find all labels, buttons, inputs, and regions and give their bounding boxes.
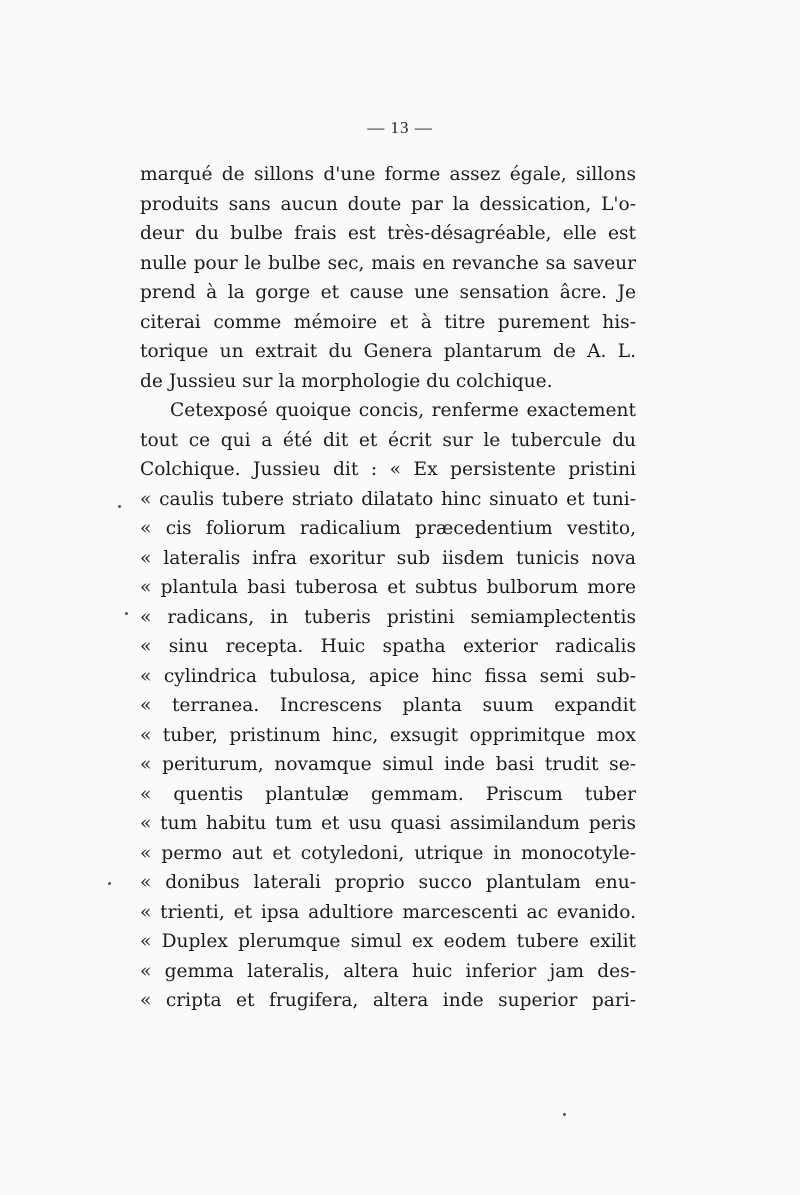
text-line: de Jussieu sur la morphologie du colchique. — [140, 370, 553, 392]
text-line: « sinu recepta. Huic spatha exterior radicalis — [140, 636, 636, 657]
text-line: « radicans, in tuberis pristini semiamplectentis — [140, 606, 636, 628]
text-line: « caulis tubere striato dilatato hinc sinuato et tuni- — [140, 488, 636, 510]
text-line: prend à la gorge et cause une sensation âcre. Je — [140, 282, 636, 303]
text-line: « trienti, et ipsa adultiore marcescenti ac evanido. — [140, 901, 636, 923]
text-line: Colchique. Jussieu dit : « Ex persistente pristini — [140, 459, 636, 480]
text-line: « tuber, pristinum hinc, exsugit opprimitque mox — [140, 724, 636, 746]
text-line: marqué de sillons d'une forme assez égale, sillons — [140, 164, 636, 185]
text-line: « Duplex plerumque simul ex eodem tubere exilit — [140, 931, 636, 952]
text-line: « donibus laterali proprio succo plantulam enu- — [140, 872, 636, 893]
text-line: nulle pour le bulbe sec, mais en revanche sa saveur — [140, 252, 636, 274]
text-line: deur du bulbe frais est très-désagréable, elle est — [140, 223, 636, 244]
text-line: « gemma lateralis, altera huic inferior jam des- — [140, 960, 636, 982]
text-line: « permo aut et cotyledoni, utrique in monocotyle- — [140, 842, 636, 864]
text-line: Cetexposé quoique concis, renferme exactement — [170, 400, 636, 421]
text-line: torique un extrait du Genera plantarum de A. L. — [140, 341, 636, 362]
page-number: — 13 — — [367, 118, 433, 137]
text-line: « plantula basi tuberosa et subtus bulborum more — [140, 577, 636, 598]
scan-speck — [108, 882, 111, 885]
text-line: tout ce qui a été dit et écrit sur le tubercule du — [140, 429, 636, 451]
text-line: « periturum, novamque simul inde basi trudit se- — [140, 754, 636, 775]
text-line: « cis foliorum radicalium præcedentium vestito, — [140, 518, 636, 539]
text-line: « cripta et frugifera, altera inde superior pari- — [140, 990, 636, 1011]
body-text — [140, 160, 636, 1016]
scan-speck — [563, 1113, 566, 1116]
scan-speck — [125, 612, 128, 615]
text-line: citerai comme mémoire et à titre purement his- — [140, 311, 636, 333]
scan-speck — [118, 505, 121, 508]
text-line: « cylindrica tubulosa, apice hinc fissa semi sub- — [140, 665, 636, 687]
text-line: « tum habitu tum et usu quasi assimilandum peris — [140, 813, 636, 834]
text-line: « lateralis infra exoritur sub iisdem tunicis nova — [140, 547, 636, 569]
text-line: produits sans aucun doute par la dessication, L'o- — [140, 193, 636, 215]
text-line: « terranea. Increscens planta suum expandit — [140, 695, 636, 716]
text-line: « quentis plantulæ gemmam. Priscum tuber — [140, 783, 636, 805]
